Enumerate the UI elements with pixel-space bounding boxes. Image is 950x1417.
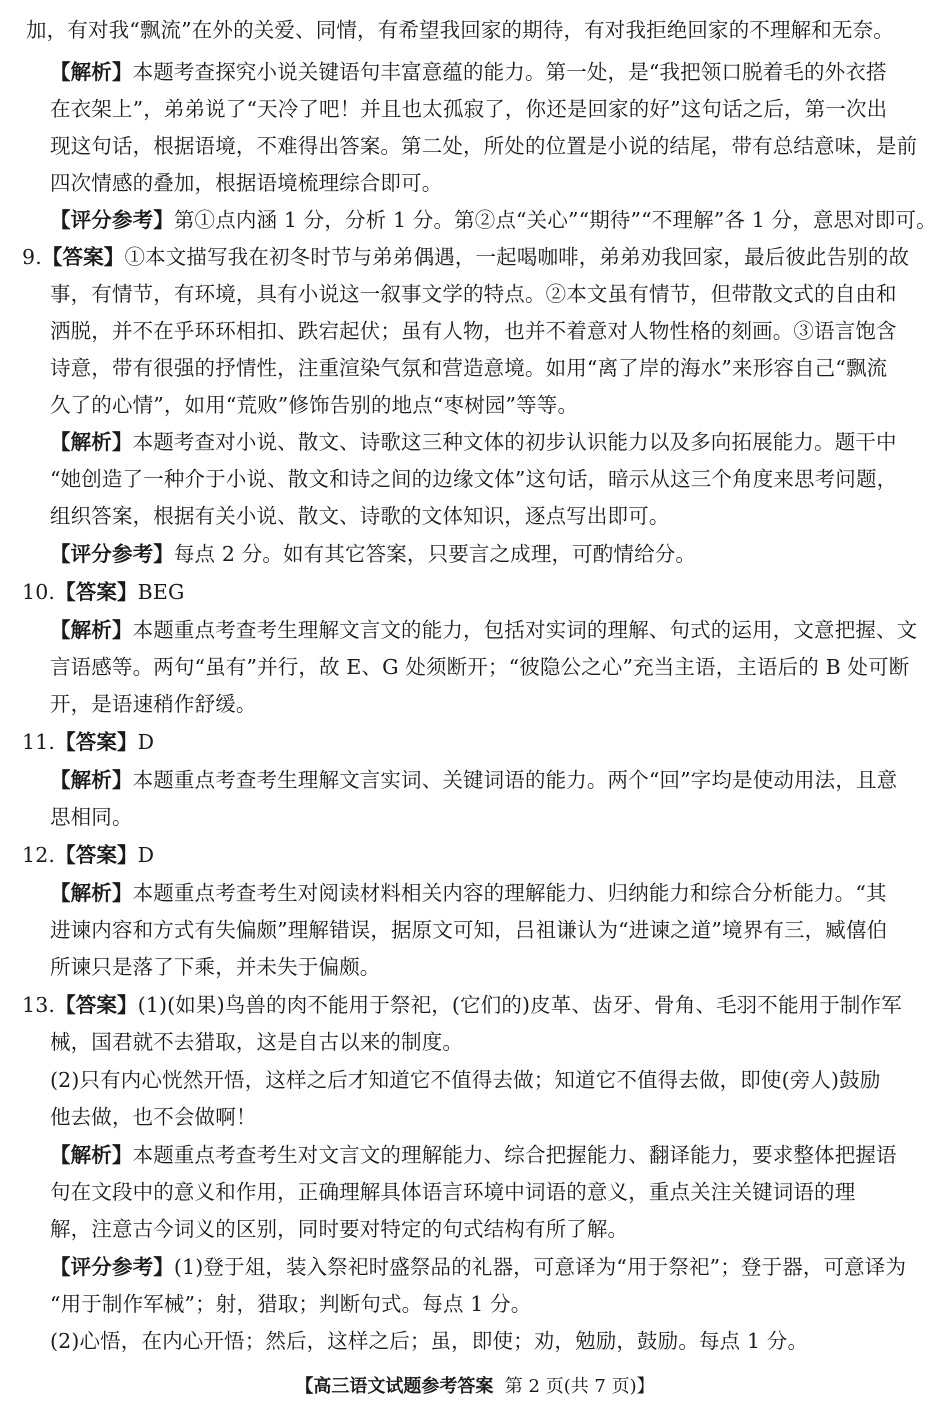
question-number: 10. bbox=[22, 580, 56, 604]
text-line: 在衣架上”，弟弟说了“天冷了吧！并且也太孤寂了，你还是回家的好”这句话之后，第一次出 bbox=[50, 97, 888, 121]
section-tag: 【解析】 bbox=[50, 60, 133, 84]
question-10-answer: 10.【答案】BEG bbox=[22, 580, 185, 604]
text-line: 【解析】本题重点考查考生对文言文的理解能力、综合把握能力、翻译能力，要求整体把握语 bbox=[50, 1143, 897, 1167]
section-tag: 【答案】 bbox=[55, 730, 138, 754]
text-line: 【解析】本题重点考查考生理解文言文的能力，包括对实词的理解、句式的运用，文意把握、文 bbox=[50, 618, 918, 642]
question-13-answer: 13.【答案】(1)(如果)鸟兽的肉不能用于祭祀，(它们的)皮革、齿牙、骨角、毛羽不能用于制作军 bbox=[22, 993, 902, 1017]
text-line: 句在文段中的意义和作用，正确理解具体语言环境中词语的意义，重点关注关键词语的理 bbox=[50, 1180, 856, 1204]
text-line: 解，注意古今词义的区别，同时要对特定的句式结构有所了解。 bbox=[50, 1217, 629, 1241]
text-line: 久了的心情”，如用“荒败”修饰告别的地点“枣树园”等等。 bbox=[50, 393, 579, 417]
section-tag: 【评分参考】 bbox=[50, 1255, 174, 1279]
footer-title: 【高三语文试题参考答案 bbox=[295, 1376, 494, 1397]
section-tag: 【解析】 bbox=[50, 768, 133, 792]
section-tag: 【评分参考】 bbox=[50, 208, 174, 232]
text-line: 【评分参考】第①点内涵 1 分，分析 1 分。第②点“关心”“期待”“不理解”各 1 分，意思对即可。 bbox=[50, 208, 937, 232]
text-line: 【解析】本题考查探究小说关键语句丰富意蕴的能力。第一处，是“我把领口脱着毛的外衣搭 bbox=[50, 60, 887, 84]
text-line: 所谏只是落了下乘，并未失于偏颇。 bbox=[50, 955, 381, 979]
question-12-answer: 12.【答案】D bbox=[22, 843, 155, 867]
text-line: 言语感等。两句“虽有”并行，故 E、G 处须断开；“彼隐公之心”充当主语，主语后的 B 处可断 bbox=[50, 655, 910, 679]
text-line: 械，国君就不去猎取，这是自古以来的制度。 bbox=[50, 1030, 463, 1054]
text-line: 【解析】本题重点考查考生理解文言实词、关键词语的能力。两个“回”字均是使动用法，且意 bbox=[50, 768, 898, 792]
text-line: 四次情感的叠加，根据语境梳理综合即可。 bbox=[50, 171, 443, 195]
question-number: 13. bbox=[22, 993, 56, 1017]
text-line: 组织答案，根据有关小说、散文、诗歌的文体知识，逐点写出即可。 bbox=[50, 504, 670, 528]
section-tag: 【答案】 bbox=[41, 245, 125, 269]
text-line: 诗意，带有很强的抒情性，注重渲染气氛和营造意境。如用“离了岸的海水”来形容自己“飘流 bbox=[50, 356, 888, 380]
text-line: 进谏内容和方式有失偏颇”理解错误，据原文可知，吕祖谦认为“进谏之道”境界有三，臧僖伯 bbox=[50, 918, 888, 942]
text-line: 【评分参考】每点 2 分。如有其它答案，只要言之成理，可酌情给分。 bbox=[50, 542, 697, 566]
text-line: 他去做，也不会做啊！ bbox=[50, 1105, 257, 1129]
question-11-answer: 11.【答案】D bbox=[22, 730, 155, 754]
text-line: 【解析】本题重点考查考生对阅读材料相关内容的理解能力、归纳能力和综合分析能力。“其 bbox=[50, 881, 887, 905]
text-line: “她创造了一种介于小说、散文和诗之间的边缘文体”这句话，暗示从这三个角度来思考问题， bbox=[50, 467, 898, 491]
text-line: 思相同。 bbox=[50, 805, 133, 829]
text-line: 加，有对我“飘流”在外的关爱、同情，有希望我回家的期待，有对我拒绝回家的不理解和无奈。 bbox=[26, 18, 894, 42]
section-tag: 【答案】 bbox=[55, 993, 138, 1017]
question-number: 11. bbox=[22, 730, 56, 754]
question-9-answer: 9.【答案】①本文描写我在初冬时节与弟弟偶遇，一起喝咖啡，弟弟劝我回家，最后彼此告别的故 bbox=[22, 245, 910, 269]
text-line: 【解析】本题考查对小说、散文、诗歌这三种文体的初步认识能力以及多向拓展能力。题干中 bbox=[50, 430, 897, 454]
question-number: 9. bbox=[22, 245, 42, 269]
text-line: 开，是语速稍作舒缓。 bbox=[50, 692, 257, 716]
section-tag: 【评分参考】 bbox=[50, 542, 174, 566]
text-line: 【评分参考】(1)登于俎，装入祭祀时盛祭品的礼器，可意译为“用于祭祀”；登于器，可意译为 bbox=[50, 1255, 907, 1279]
text-line: 洒脱，并不在乎环环相扣、跌宕起伏；虽有人物，也并不着意对人物性格的刻画。③语言饱含 bbox=[50, 319, 897, 343]
text-line: “用于制作军械”；射，猎取；判断句式。每点 1 分。 bbox=[50, 1292, 532, 1316]
text-line: 事，有情节，有环境，具有小说这一叙事文学的特点。②本文虽有情节，但带散文式的自由和 bbox=[50, 282, 897, 306]
text-line: (2)心悟，在内心开悟；然后，这样之后；虽，即使；劝，勉励，鼓励。每点 1 分。 bbox=[50, 1329, 809, 1353]
section-tag: 【解析】 bbox=[50, 881, 133, 905]
question-number: 12. bbox=[22, 843, 56, 867]
text-line: 现这句话，根据语境，不难得出答案。第二处，所处的位置是小说的结尾，带有总结意味，是前 bbox=[50, 134, 918, 158]
text-line: (2)只有内心恍然开悟，这样之后才知道它不值得去做；知道它不值得去做，即使(旁人)鼓励 bbox=[50, 1068, 881, 1092]
footer-page-number: 第 2 页(共 7 页)】 bbox=[504, 1376, 655, 1397]
page-footer bbox=[0, 1375, 950, 1399]
section-tag: 【解析】 bbox=[50, 618, 133, 642]
section-tag: 【答案】 bbox=[55, 580, 138, 604]
section-tag: 【解析】 bbox=[50, 1143, 133, 1167]
section-tag: 【答案】 bbox=[55, 843, 138, 867]
section-tag: 【解析】 bbox=[50, 430, 133, 454]
